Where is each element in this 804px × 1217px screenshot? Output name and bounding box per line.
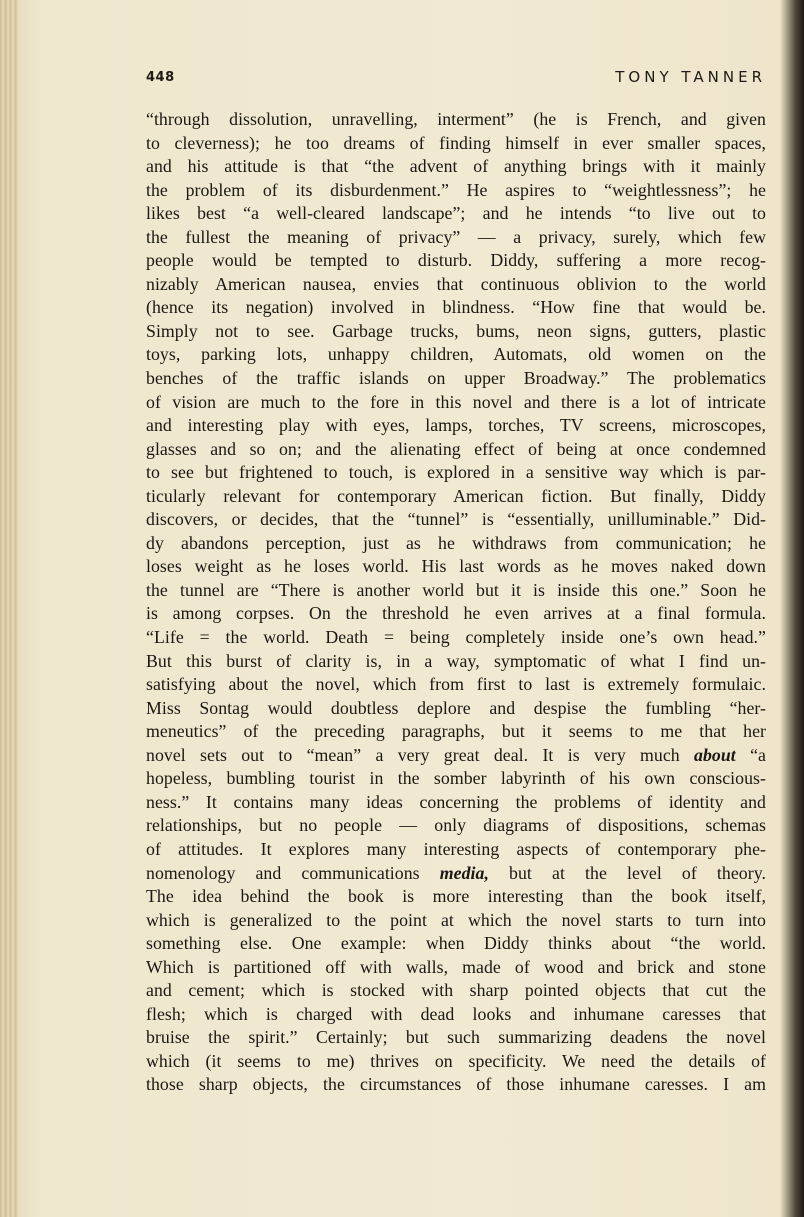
text-line: ticularly relevant for contemporary American fiction. But finally, Diddy: [146, 485, 766, 506]
text-line: The idea behind the book is more interesting than the book itself,: [146, 886, 766, 907]
text-line: benches of the traffic islands on upper Broadway.” The problematics: [146, 368, 766, 389]
text-line: bruise the spirit.” Certainly; but such summarizing deadens the novel: [146, 1027, 766, 1048]
text-line: satisfying about the novel, which from first to last is extremely formulaic.: [146, 674, 766, 695]
text-segment: but at the level of theory.: [488, 862, 766, 883]
text-line: to cleverness); he too dreams of finding himself in ever smaller spaces,: [146, 132, 766, 153]
text-line: Which is partitioned off with walls, made of wood and brick and stone: [146, 956, 766, 977]
body-text: [146, 108, 766, 1097]
text-line: But this burst of clarity is, in a way, symptomatic of what I find un-: [146, 650, 766, 671]
text-line: is among corpses. On the threshold he even arrives at a final formula.: [146, 603, 766, 624]
text-line: which (it seems to me) thrives on specificity. We need the details of: [146, 1050, 766, 1071]
text-line: flesh; which is charged with dead looks and inhumane caresses that: [146, 1003, 766, 1024]
text-line: to see but frightened to touch, is explored in a sensitive way which is par-: [146, 462, 766, 483]
text-line: toys, parking lots, unhappy children, Automats, old women on the: [146, 344, 766, 365]
text-segment: “a: [735, 744, 766, 765]
text-line: the problem of its disburdenment.” He aspires to “weightlessness”; he: [146, 179, 766, 200]
text-line: ness.” It contains many ideas concerning the problems of identity and: [146, 791, 766, 812]
emphasized-word: about: [694, 744, 736, 765]
text-line: of vision are much to the fore in this novel and there is a lot of intricate: [146, 391, 766, 412]
text-segment: novel sets out to “mean” a very great deal. It is very much: [146, 744, 695, 765]
text-line: those sharp objects, the circumstances of those inhumane caresses. I am: [146, 1074, 766, 1095]
text-line: hopeless, bumbling tourist in the somber labyrinth of his own conscious-: [146, 768, 766, 789]
page-number: 448: [146, 70, 175, 85]
text-line: dy abandons perception, just as he withdraws from communication; he: [146, 532, 766, 553]
text-line: something else. One example: when Diddy thinks about “the world.: [146, 933, 766, 954]
text-line: which is generalized to the point at which the novel starts to turn into: [146, 909, 766, 930]
emphasized-word: media,: [439, 862, 489, 883]
text-line: and cement; which is stocked with sharp pointed objects that cut the: [146, 980, 766, 1001]
text-line: likes best “a well-cleared landscape”; and he intends “to live out to: [146, 203, 766, 224]
page-gutter: [0, 0, 18, 1217]
running-title: TONY TANNER: [615, 68, 766, 86]
text-line: [146, 862, 766, 886]
text-line: glasses and so on; and the alienating effect of being at once condemned: [146, 438, 766, 459]
text-line: of attitudes. It explores many interesting aspects of contemporary phe-: [146, 838, 766, 859]
text-line: relationships, but no people — only diagrams of dispositions, schemas: [146, 815, 766, 836]
text-line: meneutics” of the preceding paragraphs, but it seems to me that her: [146, 721, 766, 742]
text-line: (hence its negation) involved in blindness. “How fine that would be.: [146, 297, 766, 318]
text-line: discovers, or decides, that the “tunnel” is “essentially, unilluminable.” Did-: [146, 509, 766, 530]
text-line: and his attitude is that “the advent of anything brings with it mainly: [146, 156, 766, 177]
text-line: Miss Sontag would doubtless deplore and despise the fumbling “her-: [146, 697, 766, 718]
text-line: nizably American nausea, envies that continuous oblivion to the world: [146, 273, 766, 294]
text-line: loses weight as he loses world. His last words as he moves naked down: [146, 556, 766, 577]
text-line: [146, 744, 766, 768]
text-line: Simply not to see. Garbage trucks, bums, neon signs, gutters, plastic: [146, 320, 766, 341]
page-edge-shadow: [794, 0, 804, 1217]
text-line: and interesting play with eyes, lamps, torches, TV screens, microscopes,: [146, 415, 766, 436]
text-line: “through dissolution, unravelling, interment” (he is French, and given: [146, 109, 766, 129]
text-line: the tunnel are “There is another world but it is inside this one.” Soon he: [146, 579, 766, 600]
text-line: the fullest the meaning of privacy” — a privacy, surely, which few: [146, 226, 766, 247]
text-segment: nomenology and communications: [146, 862, 440, 883]
text-line: people would be tempted to disturb. Diddy, suffering a more recog-: [146, 250, 766, 271]
text-line: “Life = the world. Death = being completely inside one’s own head.”: [146, 627, 766, 648]
running-head: [146, 68, 766, 90]
